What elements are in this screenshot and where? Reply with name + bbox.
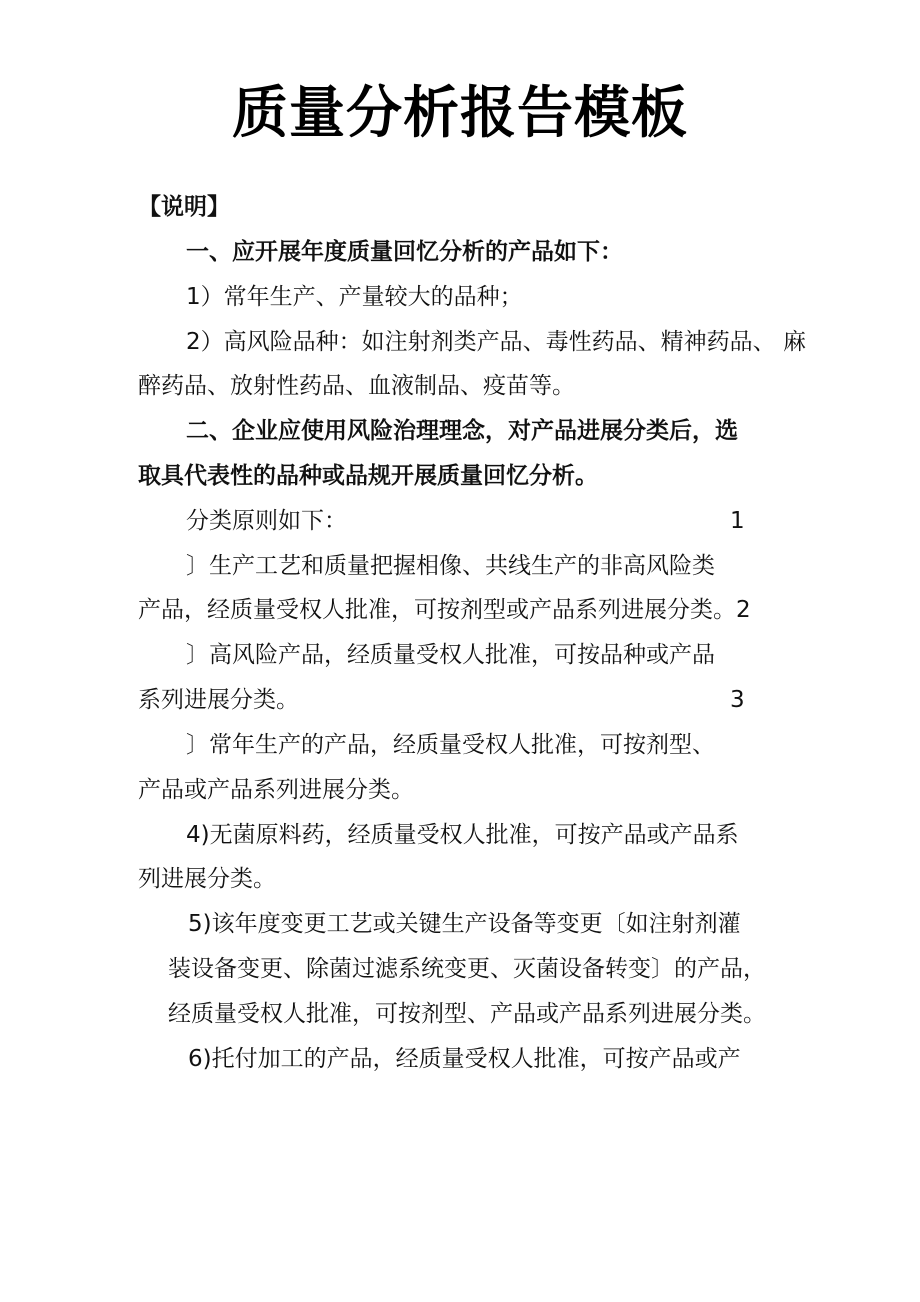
text-line: 6)托付加工的产品，经质量受权人批准，可按产品或产 xyxy=(188,1046,741,1072)
text-line: 〕生产工艺和质量把握相像、共线生产的非高风险类 xyxy=(186,553,715,579)
text-line: 系列进展分类。 xyxy=(138,687,299,713)
heading-one: 一、应开展年度质量回忆分析的产品如下： xyxy=(186,239,623,265)
text-line: 2）高风险品种：如注射剂类产品、毒性药品、精神药品、 麻 xyxy=(186,329,806,355)
text-line: 〕常年生产的产品，经质量受权人批准，可按剂型、 xyxy=(186,732,715,758)
text-line: 产品，经质量受权人批准，可按剂型或产品系列进展分类。2 xyxy=(138,597,751,623)
text-line: 4)无菌原料药，经质量受权人批准，可按产品或产品系 xyxy=(186,822,739,848)
text-line: 产品或产品系列进展分类。 xyxy=(138,777,414,803)
section-label: 【说明】 xyxy=(138,194,230,220)
item-number: 3 xyxy=(730,687,745,713)
text-line: 5)该年度变更工艺或关键生产设备等变更〔如注射剂灌 xyxy=(188,911,741,937)
text-line: 经质量受权人批准，可按剂型、产品或产品系列进展分类。 xyxy=(168,1001,766,1027)
text-line: 1）常年生产、产量较大的品种； xyxy=(186,284,523,310)
text-line: 装设备变更、除菌过滤系统变更、灭菌设备转变〕的产品， xyxy=(168,956,766,982)
text-line: 〕高风险产品，经质量受权人批准，可按品种或产品 xyxy=(186,642,715,668)
text-line: 分类原则如下： xyxy=(186,508,347,534)
heading-two-continued: 取具代表性的品种或品规开展质量回忆分析。 xyxy=(138,463,598,489)
text-line: 列进展分类。 xyxy=(138,866,276,892)
document-title: 质量分析报告模板 xyxy=(232,81,688,146)
text-line: 醉药品、放射性药品、血液制品、疫苗等。 xyxy=(138,373,575,399)
heading-two: 二、企业应使用风险治理理念，对产品进展分类后，选 xyxy=(186,418,738,444)
item-number: 1 xyxy=(730,508,745,534)
